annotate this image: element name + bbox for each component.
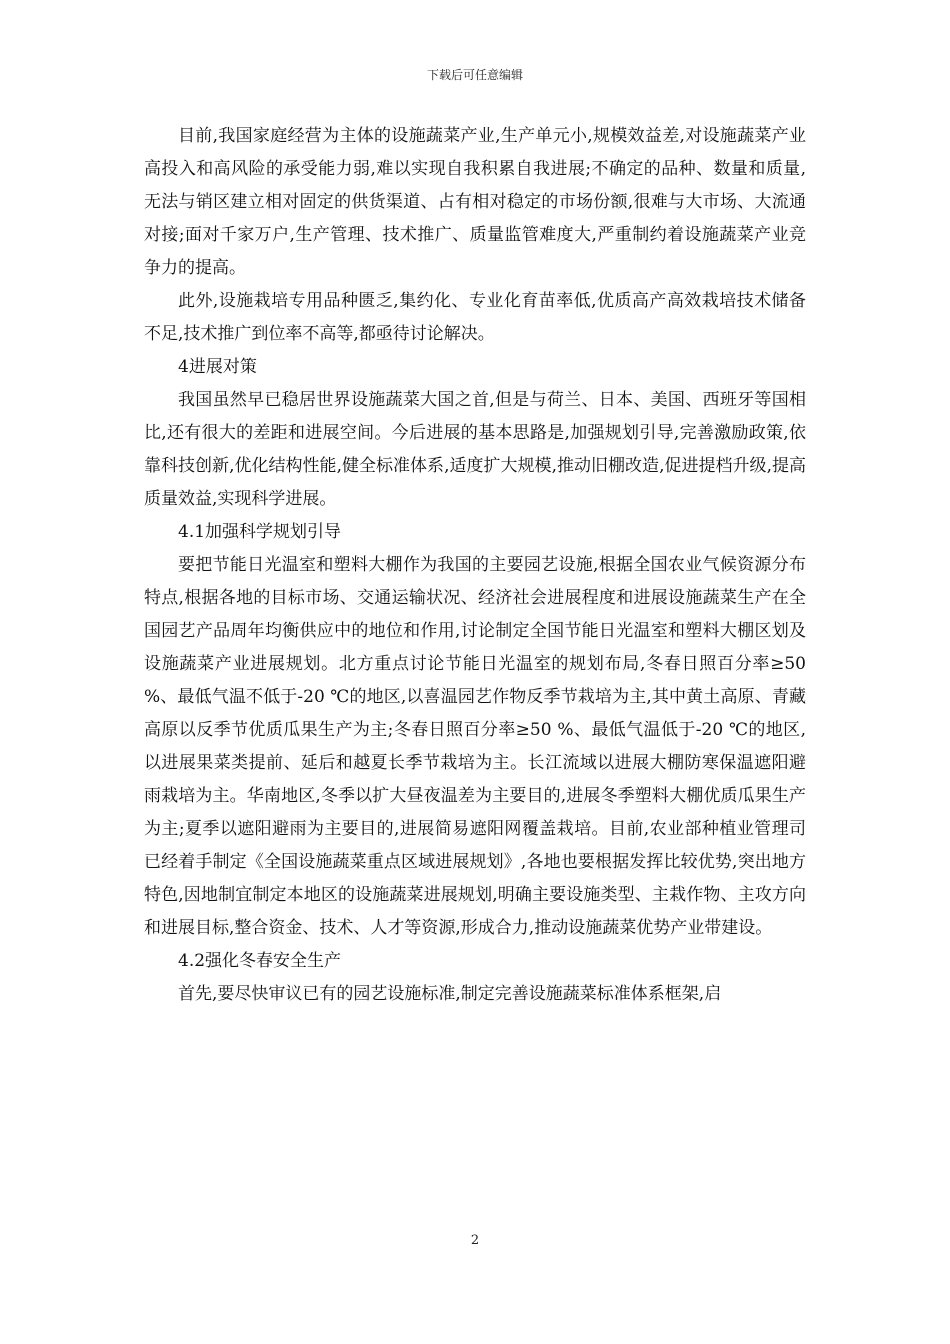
section-heading-4-2: 4.2强化冬春安全生产 xyxy=(178,951,342,971)
page-number: 2 xyxy=(470,1233,480,1248)
page-header: 下载后可任意编辑 xyxy=(426,68,523,82)
section-heading-4-1: 4.1加强科学规划引导 xyxy=(178,522,342,542)
paragraph-additional-issues: 此外,设施栽培专用品种匮乏,集约化、专业化育苗率低,优质高产高效栽培技术储备不足,技术推广到位率不高等,都亟待讨论解决。 xyxy=(144,291,806,344)
paragraph-problems: 目前,我国家庭经营为主体的设施蔬菜产业,生产单元小,规模效益差,对设施蔬菜产业高投入和高风险的承受能力弱,难以实现自我积累自我进展;不确定的品种、数量和质量,无法与销区建立相对固定的供货渠道、占有相对稳定的市场份额,很难与大市场、大流通对接;面对千家万户,生产管理、技术推广、质量监管难度大,严重制约着设施蔬菜产业竞争力的提高。 xyxy=(144,126,806,278)
section-heading-4: 4进展对策 xyxy=(178,357,257,377)
document-body xyxy=(144,120,806,1011)
paragraph-planning: 要把节能日光温室和塑料大棚作为我国的主要园艺设施,根据全国农业气候资源分布特点,根据各地的目标市场、交通运输状况、经济社会进展程度和进展设施蔬菜生产在全国园艺产品周年均衡供应中的地位和作用,讨论制定全国节能日光温室和塑料大棚区划及设施蔬菜产业进展规划。北方重点讨论节能日光温室的规划布局,冬春日照百分率≥50 %、最低气温不低于-20 ℃的地区,以喜温园艺作物反季节栽培为主,其中黄土高原、青藏高原以反季节优质瓜果生产为主;冬春日照百分率≥50 %、最低气温低于-20 ℃的地区,以进展果菜类提前、延后和越夏长季节栽培为主。长江流域以进展大棚防寒保温遮阳避雨栽培为主。华南地区,冬季以扩大昼夜温差为主要目的,进展冬季塑料大棚优质瓜果生产为主;夏季以遮阳避雨为主要目的,进展简易遮阳网覆盖栽培。目前,农业部种植业管理司已经着手制定《全国设施蔬菜重点区域进展规划》,各地也要根据发挥比较优势,突出地方特色,因地制宜制定本地区的设施蔬菜进展规划,明确主要设施类型、主栽作物、主攻方向和进展目标,整合资金、技术、人才等资源,形成合力,推动设施蔬菜优势产业带建设。 xyxy=(144,555,806,938)
paragraph-safety: 首先,要尽快审议已有的园艺设施标准,制定完善设施蔬菜标准体系框架,启 xyxy=(178,984,722,1004)
paragraph-strategy: 我国虽然早已稳居世界设施蔬菜大国之首,但是与荷兰、日本、美国、西班牙等国相比,还有很大的差距和进展空间。今后进展的基本思路是,加强规划引导,完善激励政策,依靠科技创新,优化结构性能,健全标准体系,适度扩大规模,推动旧棚改造,促进提档升级,提高质量效益,实现科学进展。 xyxy=(144,390,806,509)
